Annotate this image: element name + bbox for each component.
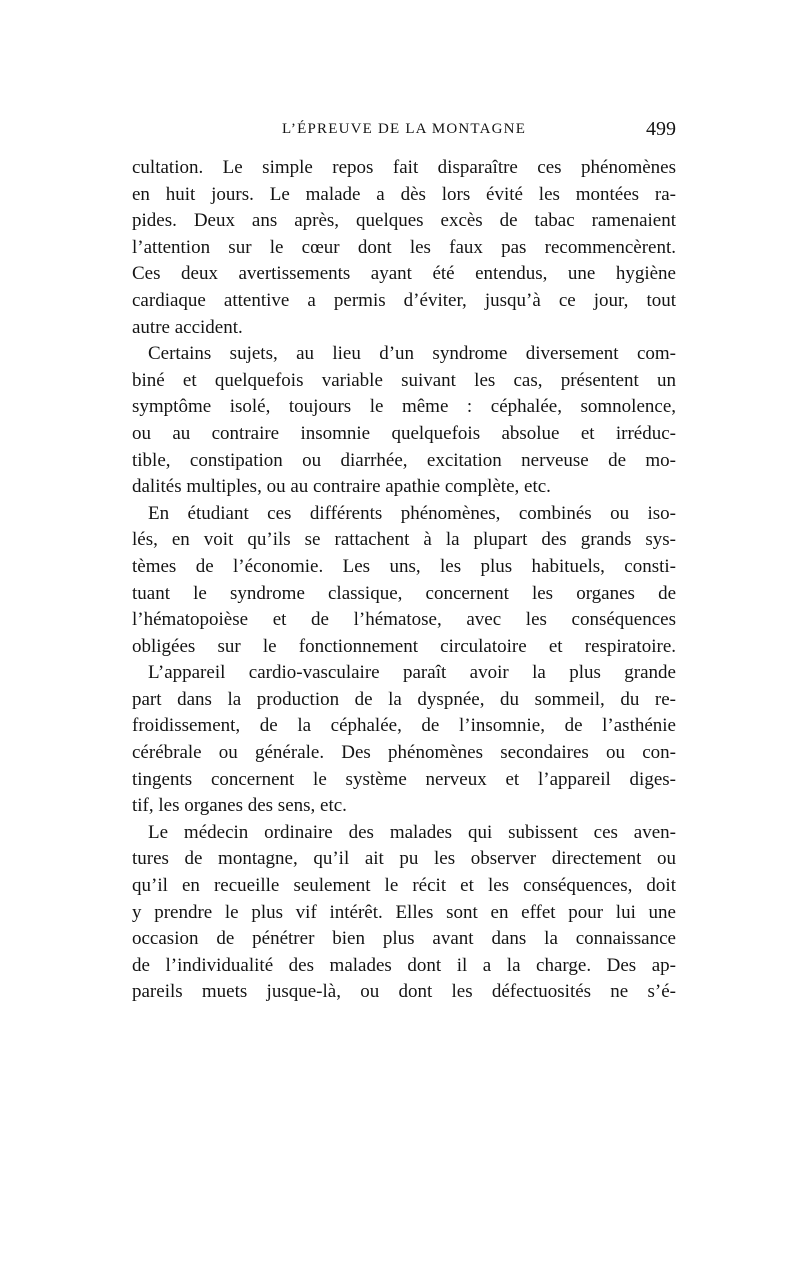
text-line: l’hématopoièse et de l’hématose, avec les conséquences: [132, 609, 676, 631]
text-line: cardiaque attentive a permis d’éviter, jusqu’à ce jour, tout: [132, 289, 676, 311]
text-line: tif, les organes des sens, etc.: [132, 795, 347, 817]
body-text: [132, 155, 676, 1006]
text-line: Le médecin ordinaire des malades qui subissent ces aven-: [148, 821, 676, 843]
text-line: cérébrale ou générale. Des phénomènes secondaires ou con-: [132, 742, 676, 764]
text-line: en huit jours. Le malade a dès lors évité les montées ra-: [132, 183, 676, 205]
text-line: En étudiant ces différents phénomènes, combinés ou iso-: [148, 502, 676, 524]
text-line: tingents concernent le système nerveux et l’appareil diges-: [132, 768, 676, 790]
text-line: lés, en voit qu’ils se rattachent à la plupart des grands sys-: [132, 529, 676, 551]
text-line: autre accident.: [132, 316, 243, 338]
text-line: dalités multiples, ou au contraire apathie complète, etc.: [132, 476, 551, 498]
text-line: occasion de pénétrer bien plus avant dans la connaissance: [132, 928, 676, 950]
text-line: Ces deux avertissements ayant été entendus, une hygiène: [132, 263, 676, 285]
text-line: L’appareil cardio-vasculaire paraît avoir la plus grande: [148, 662, 676, 684]
page-number: 499: [646, 118, 676, 140]
text-line: y prendre le plus vif intérêt. Elles sont en effet pour lui une: [132, 901, 676, 923]
running-head: L’ÉPREUVE DE LA MONTAGNE: [281, 121, 527, 137]
text-line: obligées sur le fonctionnement circulatoire et respiratoire.: [132, 635, 676, 657]
text-line: tures de montagne, qu’il ait pu les observer directement ou: [132, 848, 676, 870]
text-line: tuant le syndrome classique, concernent les organes de: [132, 582, 676, 604]
text-line: qu’il en recueille seulement le récit et les conséquences, doit: [132, 875, 676, 897]
text-line: l’attention sur le cœur dont les faux pas recommencèrent.: [132, 236, 676, 258]
text-line: tible, constipation ou diarrhée, excitation nerveuse de mo-: [132, 449, 676, 471]
text-line: ou au contraire insomnie quelquefois absolue et irréduc-: [132, 422, 676, 444]
text-line: biné et quelquefois variable suivant les cas, présentent un: [132, 369, 676, 391]
text-line: de l’individualité des malades dont il a la charge. Des ap-: [132, 954, 676, 976]
text-line: tèmes de l’économie. Les uns, les plus habituels, consti-: [132, 555, 676, 577]
text-line: symptôme isolé, toujours le même : céphalée, somnolence,: [132, 396, 676, 418]
text-line: pareils muets jusque-là, ou dont les défectuosités ne s’é-: [132, 981, 676, 1003]
text-line: cultation. Le simple repos fait disparaître ces phénomènes: [132, 157, 676, 178]
text-line: froidissement, de la céphalée, de l’insomnie, de l’asthénie: [132, 715, 676, 737]
text-line: pides. Deux ans après, quelques excès de tabac ramenaient: [132, 210, 676, 232]
text-line: Certains sujets, au lieu d’un syndrome diversement com-: [148, 343, 676, 365]
text-line: part dans la production de la dyspnée, du sommeil, du re-: [132, 688, 676, 710]
page-header: [132, 118, 676, 143]
